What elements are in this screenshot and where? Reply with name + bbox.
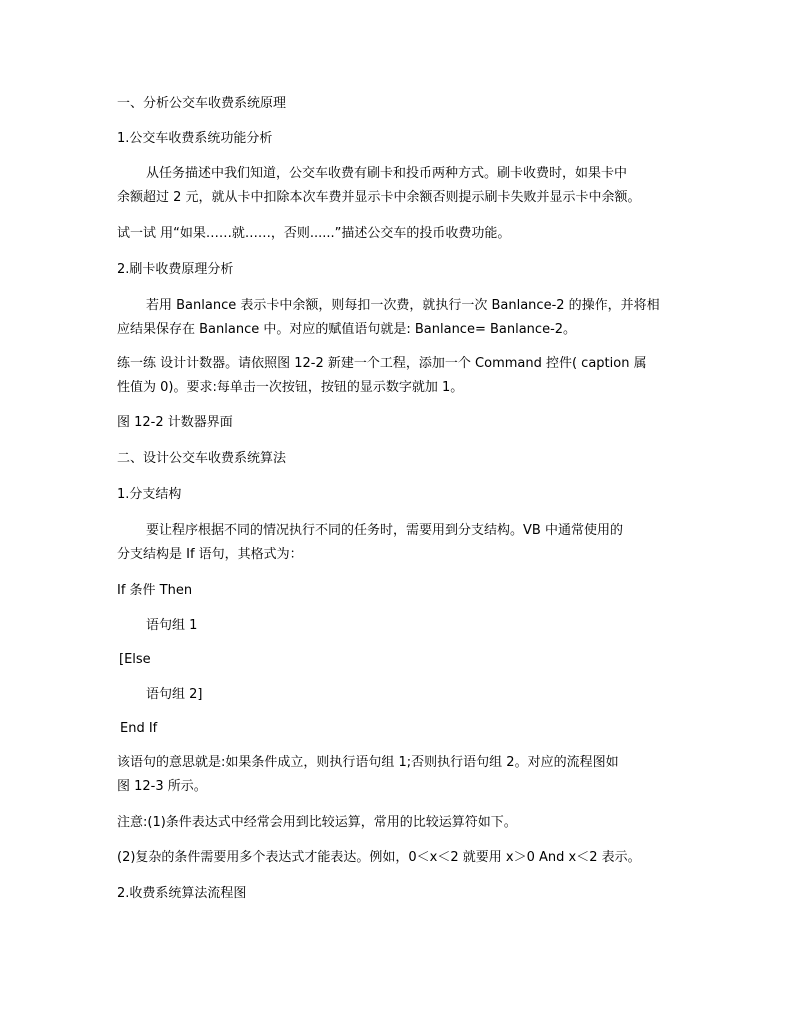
paragraph-line: 余额超过 2 元，就从卡中扣除本次车费并显示卡中余额否则提示刷卡失败并显示卡中余额。 — [117, 190, 641, 205]
exercise-try: 试一试 用“如果……就……，否则......”描述公交车的投币收费功能。 — [117, 226, 511, 241]
paragraph-line: 图 12-3 所示。 — [117, 779, 207, 794]
paragraph-line: 若用 Banlance 表示卡中余额，则每扣一次费，就执行一次 Banlance-2 的操作，并将相 — [146, 298, 660, 313]
heading-section-1: 一、分析公交车收费系统原理 — [117, 96, 287, 111]
figure-caption: 图 12-2 计数器界面 — [117, 415, 233, 430]
subheading-algorithm-flowchart: 2.收费系统算法流程图 — [117, 886, 247, 901]
subheading-branch-structure: 1.分支结构 — [117, 487, 182, 502]
paragraph-line: 分支结构是 If 语句，其格式为： — [117, 547, 303, 562]
paragraph-line: 应结果保存在 Banlance 中。对应的赋值语句就是: Banlance= Banlance-2。 — [117, 322, 577, 337]
note-line: (2)复杂的条件需要用多个表达式才能表达。例如，0＜x＜2 就要用 x＞0 And x＜2 表示。 — [117, 850, 641, 865]
subheading-card-principle: 2.刷卡收费原理分析 — [117, 262, 234, 277]
code-line: End If — [120, 721, 158, 736]
paragraph-line: 要让程序根据不同的情况执行不同的任务时，需要用到分支结构。VB 中通常使用的 — [146, 523, 623, 538]
exercise-practice: 练一练 设计计数器。请依照图 12-2 新建一个工程，添加一个 Command 控件( caption 属 — [117, 356, 647, 371]
subheading-function-analysis: 1.公交车收费系统功能分析 — [117, 131, 273, 146]
code-line: 语句组 1 — [146, 618, 198, 633]
code-line: 语句组 2] — [146, 687, 203, 702]
code-line: If 条件 Then — [117, 583, 193, 598]
paragraph-line: 性值为 0)。要求:每单击一次按钮，按钮的显示数字就加 1。 — [117, 380, 464, 395]
heading-section-2: 二、设计公交车收费系统算法 — [117, 451, 287, 466]
paragraph-line: 从任务描述中我们知道，公交车收费有刷卡和投币两种方式。刷卡收费时，如果卡中 — [146, 166, 628, 181]
code-line: [Else — [119, 652, 151, 667]
paragraph-line: 该语句的意思就是:如果条件成立，则执行语句组 1;否则执行语句组 2。对应的流程图如 — [117, 755, 619, 770]
note-line: 注意:(1)条件表达式中经常会用到比较运算，常用的比较运算符如下。 — [117, 815, 517, 830]
